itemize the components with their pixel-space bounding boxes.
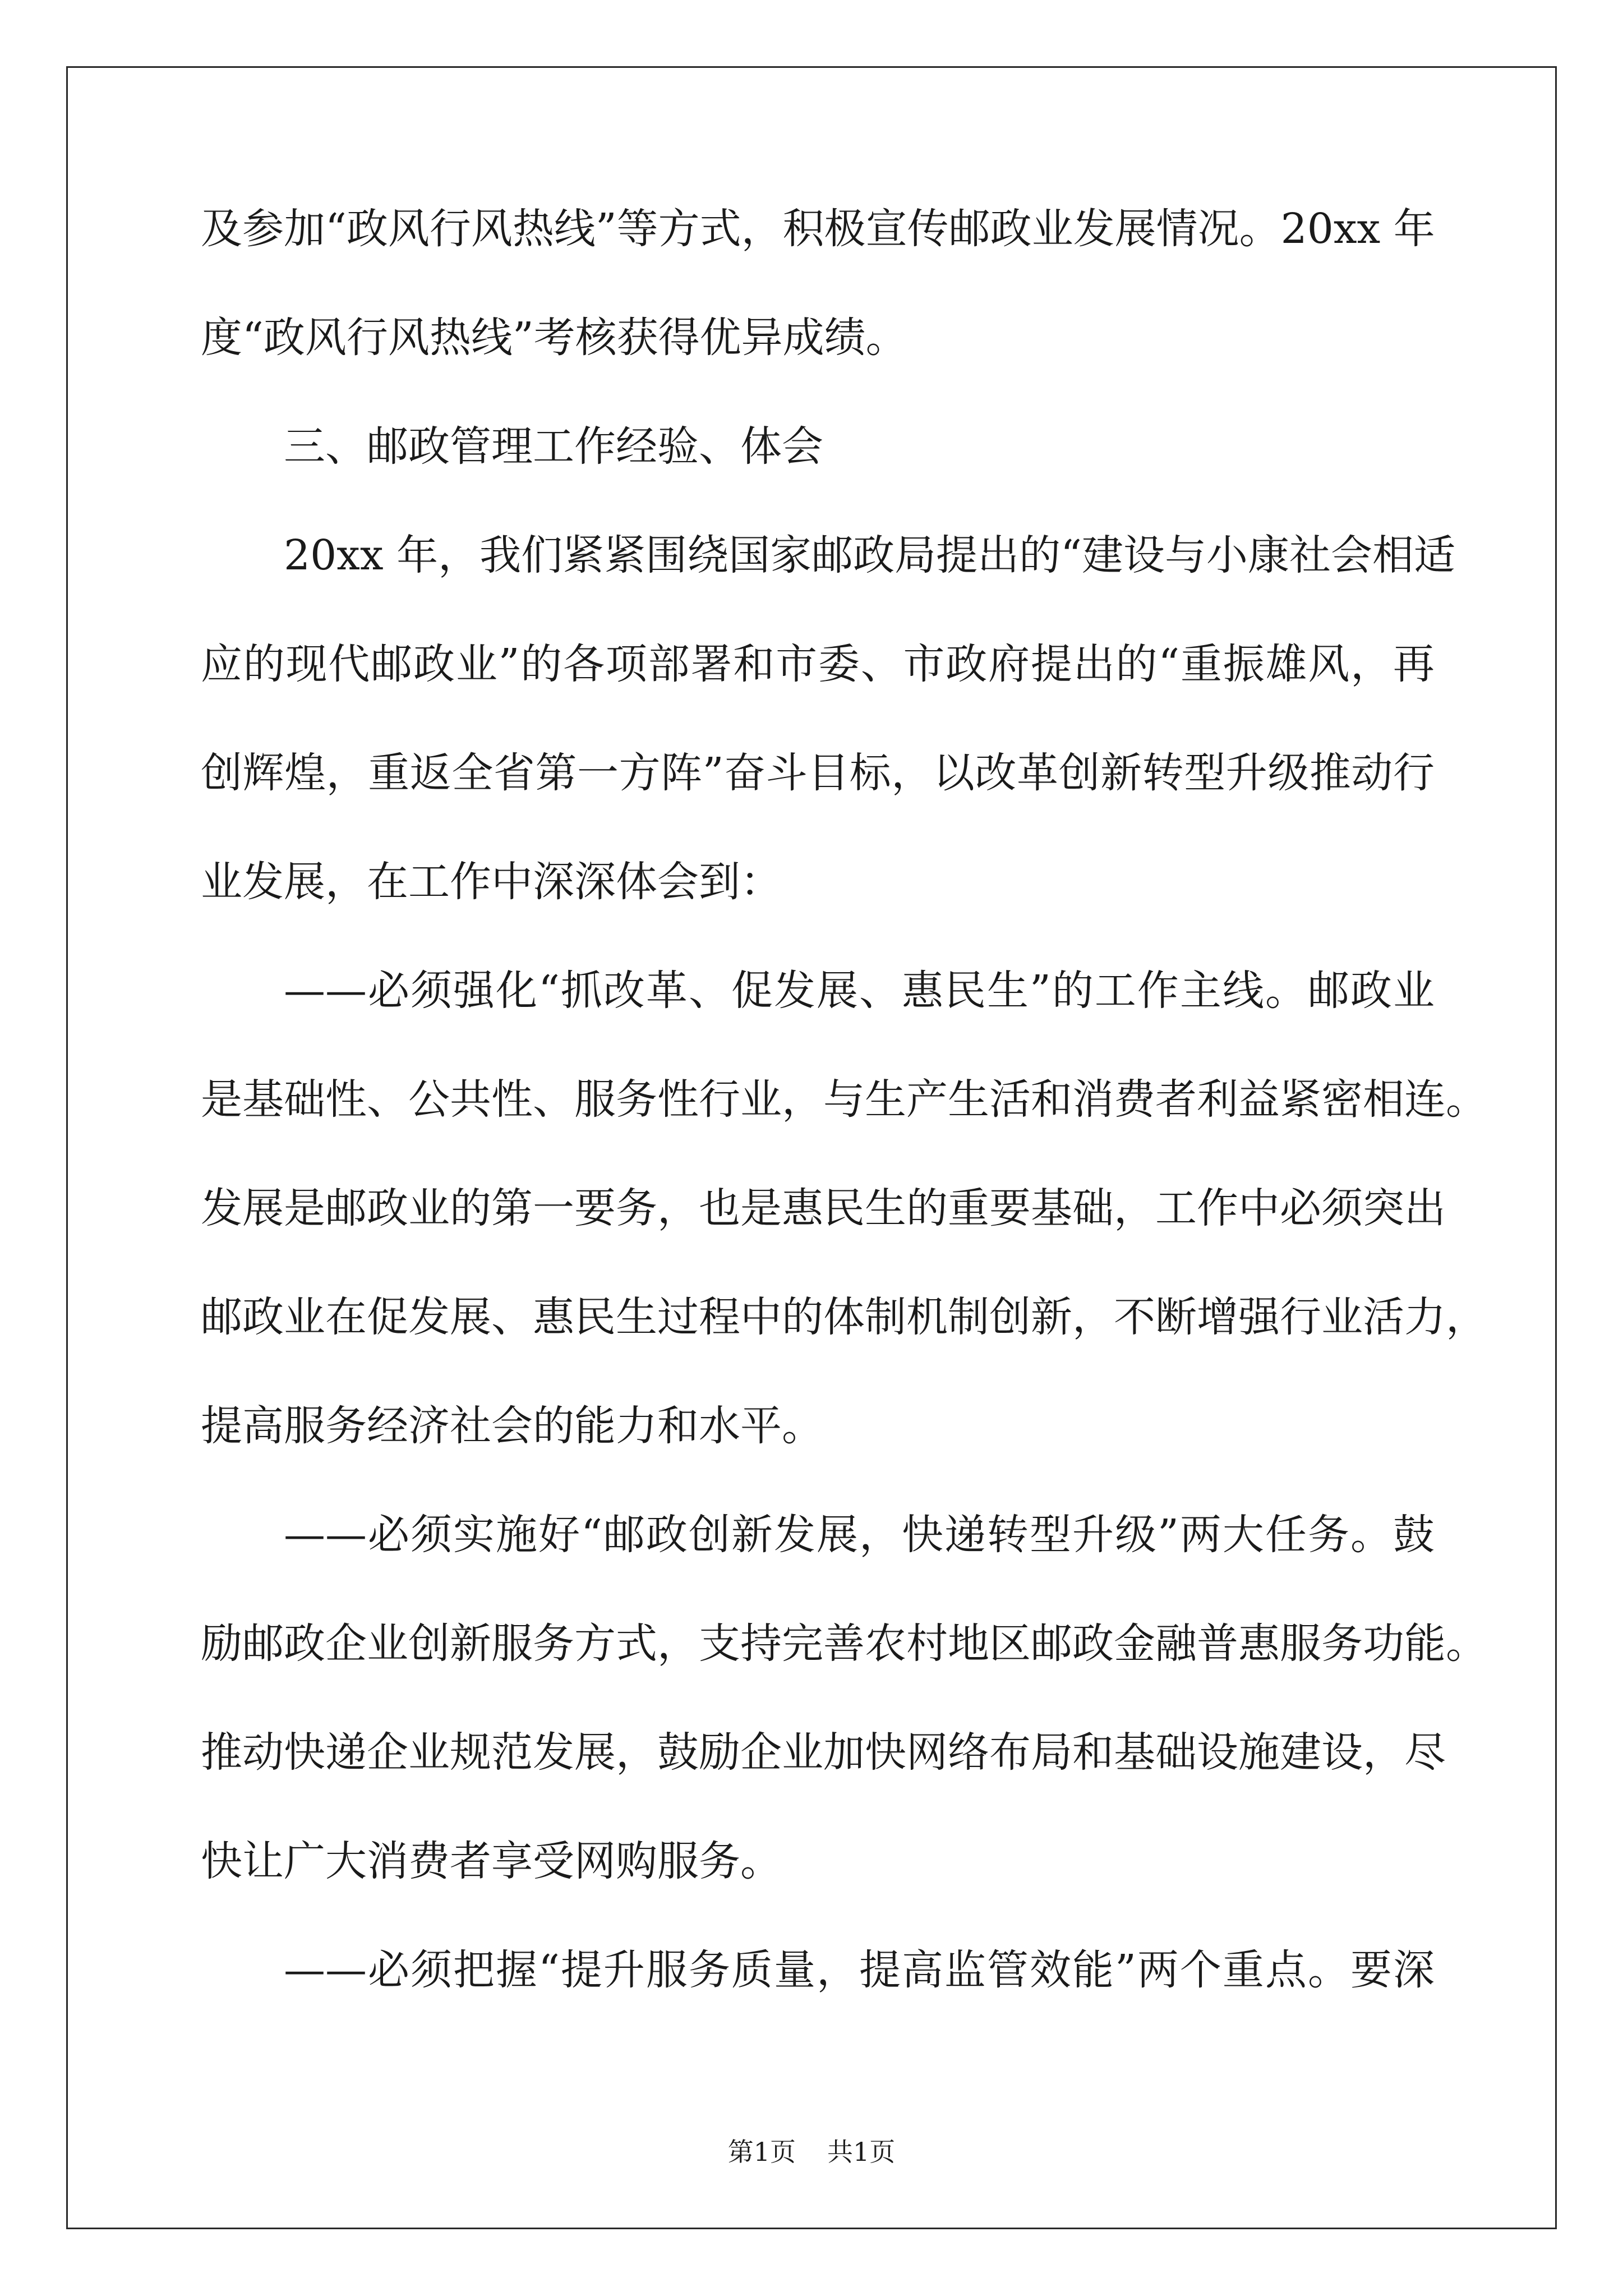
paragraph-line: 及参加“政风行风热线”等方式，积极宣传邮政业发展情况。20xx 年 xyxy=(201,205,1435,253)
paragraph-line: 快让广大消费者享受网购服务。 xyxy=(201,1837,782,1885)
paragraph-line: ——必须把握“提升服务质量，提高监管效能”两个重点。要深 xyxy=(284,1946,1435,1994)
paragraph-line: 励邮政企业创新服务方式，支持完善农村地区邮政金融普惠服务功能。 xyxy=(201,1619,1487,1668)
paragraph-line: 创辉煌，重返全省第一方阵”奋斗目标，以改革创新转型升级推动行 xyxy=(201,749,1435,797)
paragraph-line: 度“政风行风热线”考核获得优异成绩。 xyxy=(201,314,907,362)
document-body xyxy=(201,202,1487,2052)
paragraph-line: ——必须强化“抓改革、促发展、惠民生”的工作主线。邮政业 xyxy=(284,967,1435,1015)
page-footer xyxy=(0,2136,1623,2168)
section-heading: 三、邮政管理工作经验、体会 xyxy=(284,422,823,471)
paragraph-line: 业发展，在工作中深深体会到： xyxy=(201,858,782,906)
paragraph-line: 邮政业在促发展、惠民生过程中的体制机制创新，不断增强行业活力， xyxy=(201,1293,1487,1341)
paragraph-line: ——必须实施好“邮政创新发展，快递转型升级”两大任务。鼓 xyxy=(284,1511,1435,1559)
paragraph-line: 发展是邮政业的第一要务，也是惠民生的重要基础，工作中必须突出 xyxy=(201,1184,1446,1232)
page-number-current: 第1页 xyxy=(727,2137,796,2167)
paragraph-line: 20xx 年，我们紧紧围绕国家邮政局提出的“建设与小康社会相适 xyxy=(284,531,1455,579)
page-number-total: 共1页 xyxy=(827,2137,896,2167)
paragraph-line: 是基础性、公共性、服务性行业，与生产生活和消费者利益紧密相连。 xyxy=(201,1075,1487,1124)
paragraph-line: 推动快递企业规范发展，鼓励企业加快网络布局和基础设施建设，尽 xyxy=(201,1728,1446,1777)
paragraph-line: 提高服务经济社会的能力和水平。 xyxy=(201,1402,823,1450)
paragraph-line: 应的现代邮政业”的各项部署和市委、市政府提出的“重振雄风，再 xyxy=(201,640,1435,688)
